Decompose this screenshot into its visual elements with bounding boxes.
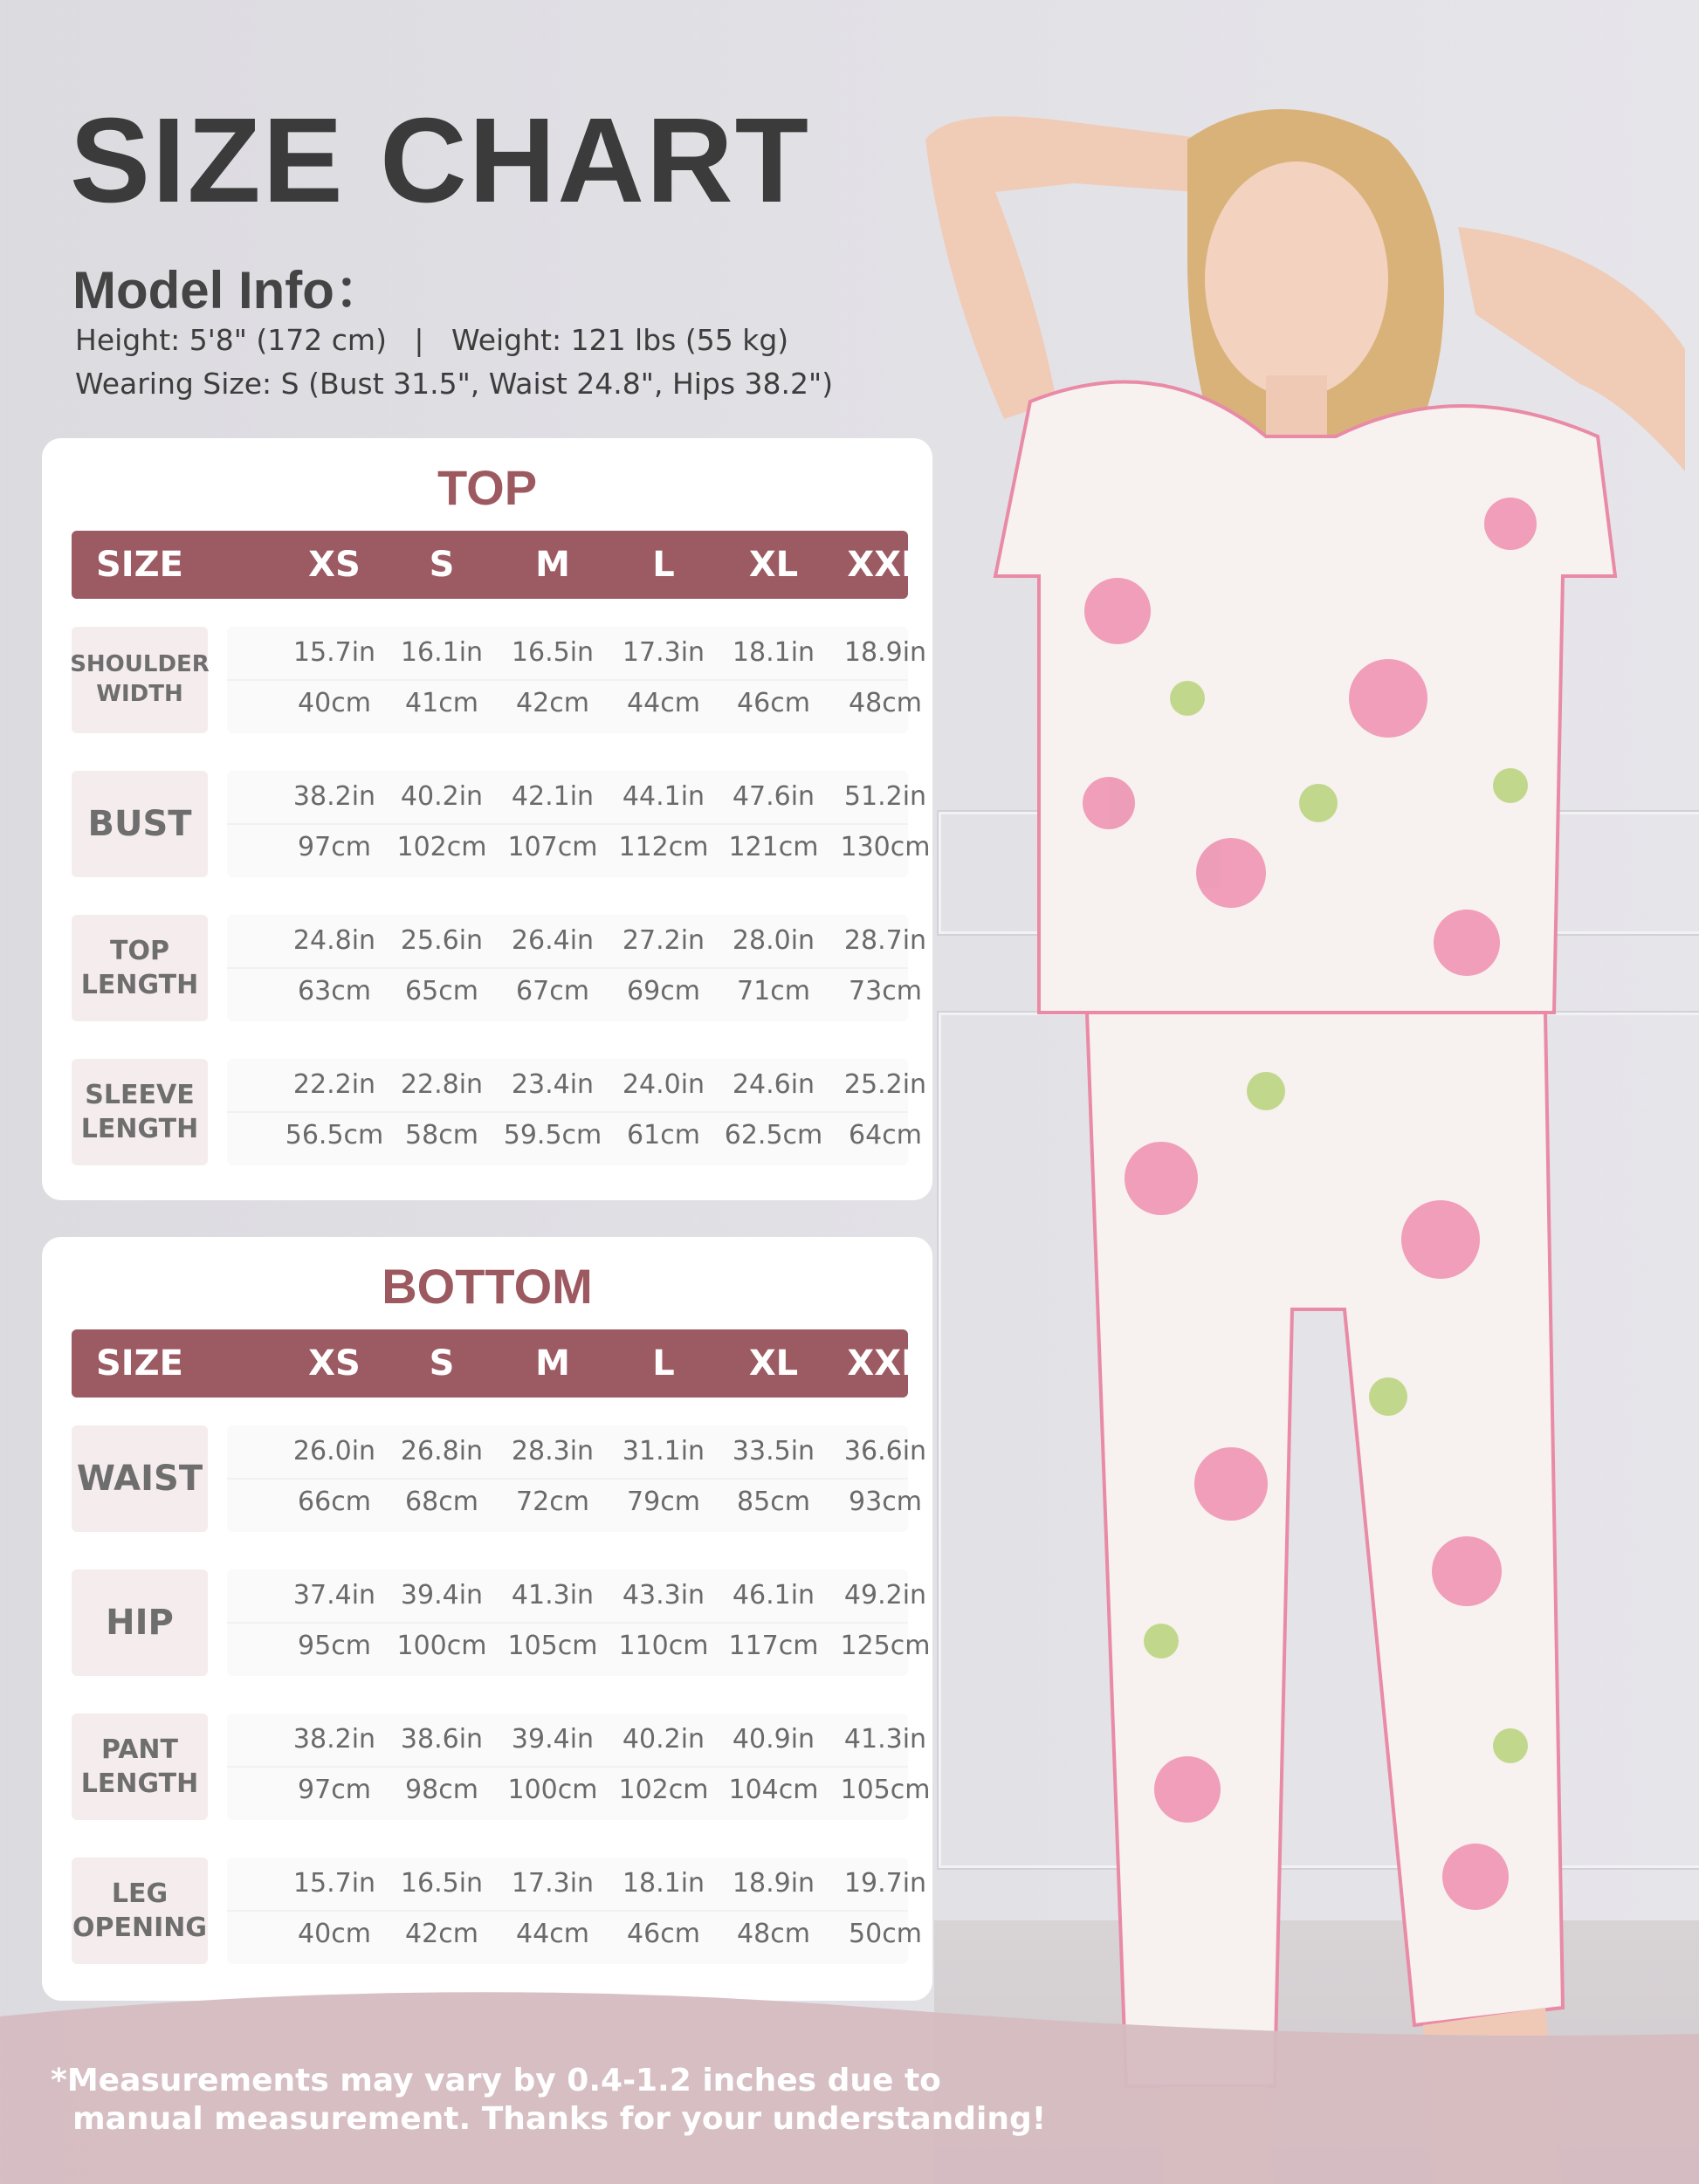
value-inches: 41.3in xyxy=(511,1580,595,1611)
value-inches: 15.7in xyxy=(292,1868,376,1899)
value-inches: 28.3in xyxy=(511,1436,595,1466)
bottom-size-card xyxy=(42,1237,932,2001)
value-inches: 17.3in xyxy=(622,637,705,668)
measurement-row xyxy=(70,627,927,733)
measurement-disclaimer: *Measurements may vary by 0.4-1.2 inches due to manual measurement. Thanks for your understanding! xyxy=(51,2063,1047,2137)
measurement-label: TOP LENGTH xyxy=(72,915,208,1021)
value-cm: 40cm xyxy=(298,1919,371,1949)
size-header-s: S xyxy=(429,1343,455,1384)
top-title: TOP xyxy=(437,460,538,515)
value-cm: 71cm xyxy=(737,976,810,1006)
size-header-l: L xyxy=(652,1343,675,1384)
value-inches: 43.3in xyxy=(622,1580,705,1611)
value-inches: 18.1in xyxy=(622,1868,705,1899)
value-cm: 59.5cm xyxy=(503,1120,602,1150)
value-inches: 27.2in xyxy=(622,925,705,956)
value-cm: 48cm xyxy=(737,1919,810,1949)
size-header-l: L xyxy=(652,545,675,585)
value-inches: 40.2in xyxy=(400,781,484,812)
value-inches: 38.2in xyxy=(292,781,376,812)
model-photo xyxy=(899,87,1699,2184)
row-divider xyxy=(227,967,908,969)
value-cm: 61cm xyxy=(627,1120,700,1150)
value-inches: 33.5in xyxy=(732,1436,815,1466)
value-cm: 98cm xyxy=(405,1775,478,1805)
size-header-xxl: XXL xyxy=(847,545,924,585)
value-cm: 97cm xyxy=(298,832,371,862)
row-divider xyxy=(227,1622,908,1624)
measurement-row xyxy=(72,1569,931,1676)
value-inches: 28.7in xyxy=(843,925,927,956)
value-cm: 107cm xyxy=(507,832,598,862)
measurement-label: SHOULDER WIDTH xyxy=(72,627,208,733)
size-column-header: SIZE xyxy=(95,545,184,585)
value-inches: 15.7in xyxy=(292,637,376,668)
row-divider xyxy=(227,823,908,825)
value-cm: 130cm xyxy=(840,832,931,862)
value-inches: 18.9in xyxy=(732,1868,815,1899)
value-cm: 66cm xyxy=(298,1487,371,1517)
value-cm: 105cm xyxy=(507,1631,598,1661)
value-inches: 23.4in xyxy=(511,1069,595,1100)
value-cm: 65cm xyxy=(405,976,478,1006)
value-cm: 72cm xyxy=(516,1487,589,1517)
value-cm: 46cm xyxy=(737,688,810,718)
measurement-values xyxy=(227,1858,927,1964)
row-divider xyxy=(227,1478,908,1480)
row-divider xyxy=(227,1910,908,1912)
value-inches: 16.1in xyxy=(400,637,484,668)
value-cm: 102cm xyxy=(618,1775,709,1805)
measurement-values xyxy=(227,627,927,733)
size-header-xl: XL xyxy=(748,1343,799,1384)
value-inches: 24.6in xyxy=(732,1069,815,1100)
measurement-values xyxy=(227,1425,927,1532)
value-cm: 62.5cm xyxy=(724,1120,823,1150)
value-cm: 42cm xyxy=(405,1919,478,1949)
value-cm: 121cm xyxy=(728,832,819,862)
value-inches: 24.0in xyxy=(622,1069,705,1100)
value-cm: 67cm xyxy=(516,976,589,1006)
value-cm: 85cm xyxy=(737,1487,810,1517)
value-cm: 42cm xyxy=(516,688,589,718)
top-size-card xyxy=(42,438,932,1200)
measurement-label: LEG OPENING xyxy=(72,1858,208,1964)
size-column-header: SIZE xyxy=(95,1343,184,1384)
measurement-row xyxy=(72,1714,931,1820)
value-inches: 47.6in xyxy=(732,781,815,812)
value-inches: 38.6in xyxy=(400,1724,484,1755)
row-divider xyxy=(227,1766,908,1768)
value-inches: 37.4in xyxy=(292,1580,376,1611)
model-info-heading: Model Info： xyxy=(72,261,387,319)
size-header-bar xyxy=(72,1329,924,1398)
size-header-xs: XS xyxy=(308,1343,361,1384)
row-divider xyxy=(227,1111,908,1113)
value-inches: 46.1in xyxy=(732,1580,815,1611)
size-header-m: M xyxy=(535,545,570,585)
measurement-label: HIP xyxy=(72,1569,208,1676)
value-inches: 25.2in xyxy=(843,1069,927,1100)
value-cm: 63cm xyxy=(298,976,371,1006)
measurement-row xyxy=(72,1858,927,1964)
value-inches: 40.2in xyxy=(622,1724,705,1755)
value-inches: 26.4in xyxy=(511,925,595,956)
value-inches: 39.4in xyxy=(511,1724,595,1755)
value-cm: 73cm xyxy=(849,976,922,1006)
value-inches: 17.3in xyxy=(511,1868,595,1899)
value-inches: 28.0in xyxy=(732,925,815,956)
value-inches: 22.8in xyxy=(400,1069,484,1100)
size-header-xxl: XXL xyxy=(847,1343,924,1384)
measurement-values xyxy=(227,1059,927,1165)
page-title: SIZE CHART xyxy=(70,93,810,228)
value-cm: 112cm xyxy=(618,832,709,862)
value-cm: 58cm xyxy=(405,1120,478,1150)
model-height-weight: Height: 5'8" (172 cm) | Weight: 121 lbs (55 kg) xyxy=(75,323,789,357)
value-inches: 18.1in xyxy=(732,637,815,668)
size-header-s: S xyxy=(429,545,455,585)
value-inches: 31.1in xyxy=(622,1436,705,1466)
measurement-values xyxy=(227,915,927,1021)
size-header-bar xyxy=(72,531,924,599)
value-cm: 44cm xyxy=(516,1919,589,1949)
value-inches: 41.3in xyxy=(843,1724,927,1755)
value-cm: 64cm xyxy=(849,1120,922,1150)
value-inches: 36.6in xyxy=(843,1436,927,1466)
measurement-label: PANT LENGTH xyxy=(72,1714,208,1820)
value-inches: 44.1in xyxy=(622,781,705,812)
value-inches: 16.5in xyxy=(400,1868,484,1899)
value-inches: 18.9in xyxy=(843,637,927,668)
measurement-row xyxy=(72,1425,927,1532)
value-cm: 104cm xyxy=(728,1775,819,1805)
value-cm: 105cm xyxy=(840,1775,931,1805)
measurement-values xyxy=(227,771,931,877)
value-cm: 95cm xyxy=(298,1631,371,1661)
value-cm: 117cm xyxy=(728,1631,819,1661)
value-inches: 38.2in xyxy=(292,1724,376,1755)
value-cm: 50cm xyxy=(849,1919,922,1949)
measurement-label: SLEEVE LENGTH xyxy=(72,1059,208,1165)
value-cm: 100cm xyxy=(507,1775,598,1805)
bottom-title: BOTTOM xyxy=(382,1259,593,1314)
measurement-row xyxy=(72,915,927,1021)
value-inches: 22.2in xyxy=(292,1069,376,1100)
value-cm: 125cm xyxy=(840,1631,931,1661)
size-header-xl: XL xyxy=(748,545,799,585)
value-inches: 39.4in xyxy=(400,1580,484,1611)
value-cm: 68cm xyxy=(405,1487,478,1517)
row-divider xyxy=(227,679,908,681)
model-wearing-size: Wearing Size: S (Bust 31.5", Waist 24.8", Hips 38.2") xyxy=(75,367,834,401)
size-header-m: M xyxy=(535,1343,570,1384)
value-cm: 48cm xyxy=(849,688,922,718)
value-cm: 46cm xyxy=(627,1919,700,1949)
measurement-label: BUST xyxy=(72,771,208,877)
value-cm: 100cm xyxy=(396,1631,487,1661)
value-inches: 26.0in xyxy=(292,1436,376,1466)
value-cm: 102cm xyxy=(396,832,487,862)
value-inches: 40.9in xyxy=(732,1724,815,1755)
value-inches: 49.2in xyxy=(843,1580,927,1611)
value-cm: 97cm xyxy=(298,1775,371,1805)
measurement-row xyxy=(72,1059,927,1165)
value-cm: 41cm xyxy=(405,688,478,718)
value-inches: 25.6in xyxy=(400,925,484,956)
value-cm: 40cm xyxy=(298,688,371,718)
value-cm: 56.5cm xyxy=(285,1120,384,1150)
value-cm: 79cm xyxy=(627,1487,700,1517)
value-cm: 44cm xyxy=(627,688,700,718)
value-inches: 51.2in xyxy=(843,781,927,812)
measurement-values xyxy=(227,1569,931,1676)
value-inches: 24.8in xyxy=(292,925,376,956)
value-cm: 69cm xyxy=(627,976,700,1006)
value-inches: 16.5in xyxy=(511,637,595,668)
value-inches: 26.8in xyxy=(400,1436,484,1466)
measurement-row xyxy=(72,771,931,877)
measurement-label: WAIST xyxy=(72,1425,208,1532)
value-cm: 110cm xyxy=(618,1631,709,1661)
value-inches: 42.1in xyxy=(511,781,595,812)
value-inches: 19.7in xyxy=(843,1868,927,1899)
measurement-values xyxy=(227,1714,931,1820)
size-header-xs: XS xyxy=(308,545,361,585)
value-cm: 93cm xyxy=(849,1487,922,1517)
